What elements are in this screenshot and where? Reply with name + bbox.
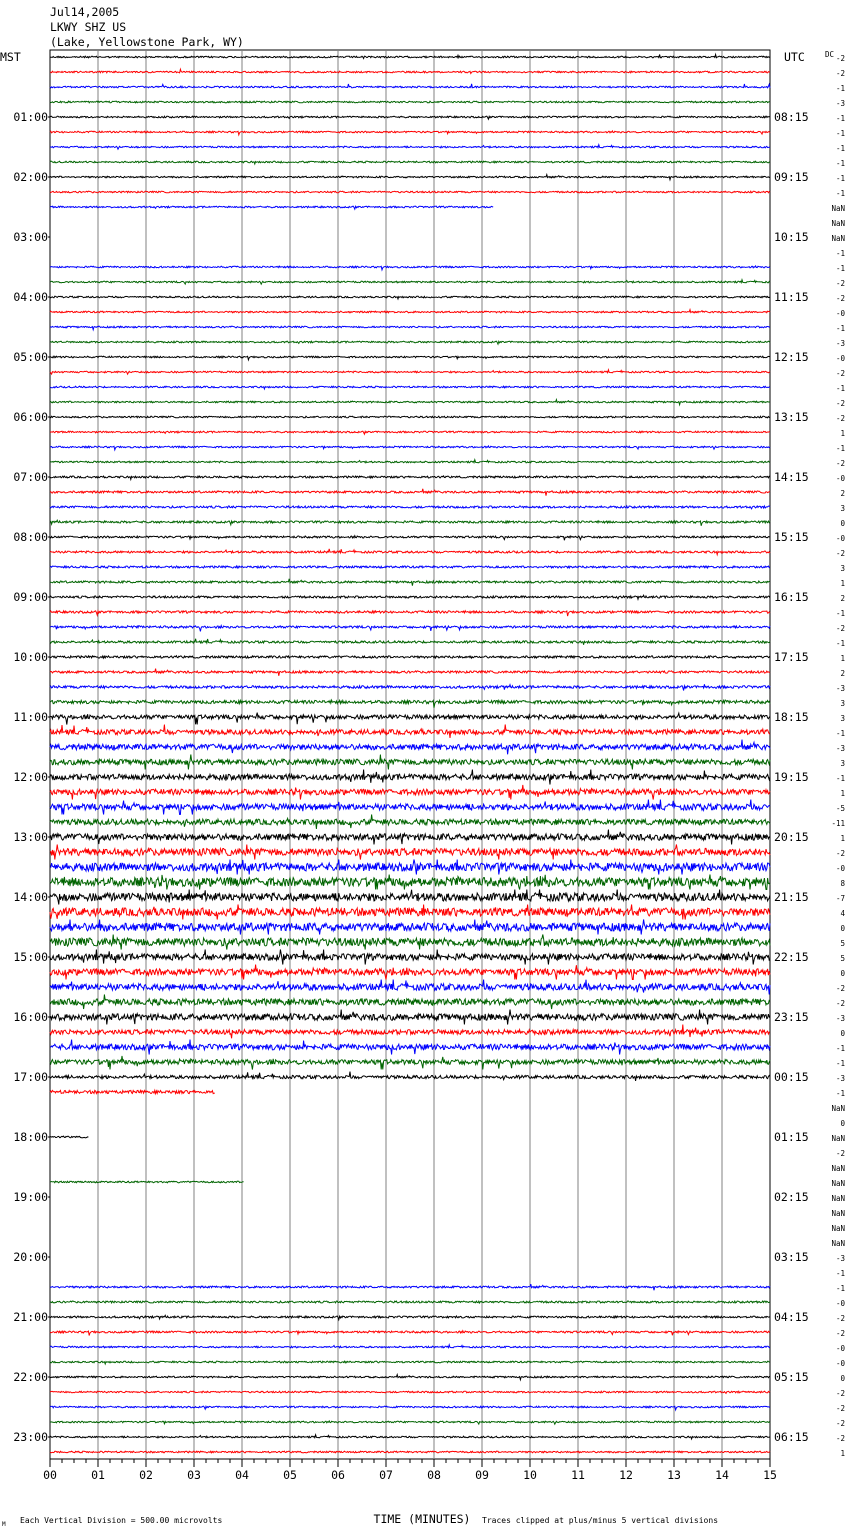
trace-row: [50, 446, 770, 450]
mst-hour-label: 12:00: [13, 770, 48, 784]
trace-row: [50, 1391, 770, 1393]
trace-row: [50, 1331, 770, 1336]
utc-hour-label: 04:15: [774, 1310, 809, 1324]
mst-hour-label: 10:00: [13, 650, 48, 664]
dc-offset-label: 3: [840, 504, 845, 513]
dc-offset-label: 3: [840, 564, 845, 573]
mst-hour-label: 22:00: [13, 1370, 48, 1384]
dc-offset-label: NaN: [831, 1239, 845, 1248]
trace-row: [50, 1301, 770, 1303]
dc-offset-label: -2: [835, 999, 845, 1008]
mst-hour-label: 11:00: [13, 710, 48, 724]
trace-row: [50, 520, 770, 526]
dc-offset-label: -2: [835, 279, 845, 288]
mst-hour-label: 23:00: [13, 1430, 48, 1444]
dc-offset-label: 0: [840, 519, 845, 528]
trace-row: [50, 950, 770, 965]
dc-offset-label: -2: [835, 459, 845, 468]
dc-offset-label: -2: [835, 849, 845, 858]
trace-row: [50, 684, 770, 690]
dc-offset-label: NaN: [831, 1104, 845, 1113]
trace-row: [50, 656, 770, 658]
dc-offset-label: -2: [835, 54, 845, 63]
mst-hour-label: 06:00: [13, 410, 48, 424]
utc-hour-label: 13:15: [774, 410, 809, 424]
x-tick-label: 08: [427, 1468, 441, 1482]
trace-row: [50, 755, 770, 770]
dc-offset-label: -2: [835, 1404, 845, 1413]
x-tick-label: 03: [187, 1468, 201, 1482]
mst-hour-label: 08:00: [13, 530, 48, 544]
scale-mark: M: [2, 1521, 6, 1528]
trace-row: [50, 370, 770, 374]
dc-offset-label: -2: [835, 1314, 845, 1323]
dc-offset-label: -1: [835, 144, 845, 153]
dc-offset-label: -1: [835, 639, 845, 648]
dc-offset-label: -0: [835, 474, 845, 483]
x-axis-title: TIME (MINUTES): [373, 1512, 471, 1526]
dc-offset-label: -2: [835, 1149, 845, 1158]
trace-row: [50, 860, 770, 875]
trace-row: [50, 549, 770, 555]
dc-offset-label: 8: [840, 879, 845, 888]
dc-offset-label: 0: [840, 1119, 845, 1128]
trace-row: [50, 131, 770, 135]
trace-row: [50, 626, 770, 632]
utc-hour-label: 15:15: [774, 530, 809, 544]
dc-offset-label: -3: [835, 99, 845, 108]
trace-row: [50, 55, 770, 59]
utc-hour-label: 21:15: [774, 890, 809, 904]
dc-offset-label: 3: [840, 759, 845, 768]
dc-offset-label: -3: [835, 1254, 845, 1263]
dc-offset-label: NaN: [831, 1224, 845, 1233]
trace-row: [50, 1315, 770, 1319]
utc-hour-label: 09:15: [774, 170, 809, 184]
x-tick-label: 12: [619, 1468, 633, 1482]
x-tick-label: 00: [43, 1468, 57, 1482]
dc-offset-label: 2: [840, 594, 845, 603]
trace-row: [50, 1435, 770, 1439]
dc-offset-label: 0: [840, 969, 845, 978]
x-tick-label: 10: [523, 1468, 537, 1482]
utc-hour-label: 03:15: [774, 1250, 809, 1264]
trace-row: [50, 460, 770, 463]
dc-offset-label: -1: [835, 1284, 845, 1293]
mst-hour-label: 16:00: [13, 1010, 48, 1024]
mst-hour-label: 21:00: [13, 1310, 48, 1324]
trace-row: [50, 700, 770, 708]
x-tick-label: 07: [379, 1468, 393, 1482]
x-tick-label: 01: [91, 1468, 105, 1482]
trace-row: [50, 1040, 770, 1055]
dc-offset-label: 3: [840, 699, 845, 708]
trace-row: [50, 476, 770, 480]
dc-offset-label: 3: [840, 714, 845, 723]
dc-offset-label: -0: [835, 864, 845, 873]
trace-row: [50, 890, 770, 905]
dc-offset-label: -2: [835, 1329, 845, 1338]
dc-offset-label: 5: [840, 939, 845, 948]
trace-row: [50, 1345, 770, 1348]
trace-row: [50, 905, 770, 920]
utc-hour-label: 08:15: [774, 110, 809, 124]
dc-offset-label: NaN: [831, 1164, 845, 1173]
trace-row: [50, 935, 770, 950]
mst-hour-label: 14:00: [13, 890, 48, 904]
trace-row: [50, 1181, 244, 1183]
trace-row: [50, 995, 770, 1010]
x-tick-label: 13: [667, 1468, 681, 1482]
plot-frame: [50, 50, 770, 1459]
dc-offset-label: -0: [835, 534, 845, 543]
mst-hour-label: 07:00: [13, 470, 48, 484]
dc-offset-label: 1: [840, 654, 845, 663]
dc-offset-label: 0: [840, 924, 845, 933]
trace-row: [50, 116, 770, 119]
mst-hour-label: 03:00: [13, 230, 48, 244]
dc-offset-label: NaN: [831, 219, 845, 228]
dc-offset-label: -1: [835, 174, 845, 183]
utc-hour-label: 22:15: [774, 950, 809, 964]
trace-row: [50, 611, 770, 616]
dc-offset-label: -1: [835, 444, 845, 453]
trace-row: [50, 800, 770, 815]
dc-offset-label: -1: [835, 1059, 845, 1068]
x-tick-label: 14: [715, 1468, 729, 1482]
dc-offset-label: NaN: [831, 1194, 845, 1203]
trace-row: [50, 1451, 770, 1453]
dc-offset-label: 1: [840, 429, 845, 438]
dc-offset-label: -2: [835, 1389, 845, 1398]
header-station: LKWY SHZ US: [50, 20, 127, 34]
trace-row: [50, 356, 770, 360]
header-location: (Lake, Yellowstone Park, WY): [50, 35, 244, 49]
utc-hour-label: 23:15: [774, 1010, 809, 1024]
mst-hour-label: 01:00: [13, 110, 48, 124]
trace-row: [50, 639, 770, 645]
trace-row: [50, 191, 770, 193]
dc-label: DC: [825, 50, 835, 59]
trace-row: [50, 489, 770, 496]
trace-row: [50, 830, 770, 845]
utc-hour-label: 14:15: [774, 470, 809, 484]
utc-hour-label: 18:15: [774, 710, 809, 724]
dc-offset-label: -3: [835, 744, 845, 753]
trace-row: [50, 785, 770, 800]
utc-hour-label: 02:15: [774, 1190, 809, 1204]
trace-row: [50, 595, 770, 599]
dc-offset-label: -2: [835, 624, 845, 633]
trace-row: [50, 326, 770, 330]
mst-hour-label: 13:00: [13, 830, 48, 844]
trace-row: [50, 416, 770, 418]
x-tick-label: 02: [139, 1468, 153, 1482]
utc-hour-label: 17:15: [774, 650, 809, 664]
dc-offset-label: -2: [835, 399, 845, 408]
utc-hour-label: 05:15: [774, 1370, 809, 1384]
right-timezone: UTC: [784, 50, 805, 64]
trace-row: [50, 920, 770, 935]
dc-offset-label: -3: [835, 1014, 845, 1023]
dc-offset-label: 0: [840, 1029, 845, 1038]
trace-row: [50, 1090, 215, 1093]
clip-note: Traces clipped at plus/minus 5 vertical divisions: [482, 1516, 719, 1525]
dc-offset-label: -0: [835, 309, 845, 318]
dc-offset-label: -2: [835, 69, 845, 78]
x-tick-label: 04: [235, 1468, 249, 1482]
trace-row: [50, 579, 770, 586]
trace-row: [50, 1375, 770, 1380]
trace-row: [50, 161, 770, 164]
dc-offset-label: NaN: [831, 204, 845, 213]
utc-hour-label: 00:15: [774, 1070, 809, 1084]
dc-offset-label: -2: [835, 549, 845, 558]
utc-hour-label: 10:15: [774, 230, 809, 244]
dc-offset-label: -1: [835, 1089, 845, 1098]
dc-offset-label: -1: [835, 609, 845, 618]
dc-offset-label: -1: [835, 1044, 845, 1053]
dc-offset-label: -1: [835, 774, 845, 783]
trace-row: [50, 1025, 770, 1039]
header-date: Jul14,2005: [50, 5, 120, 19]
trace-row: [50, 296, 770, 299]
trace-row: [50, 400, 770, 405]
x-tick-label: 15: [763, 1468, 777, 1482]
utc-hour-label: 20:15: [774, 830, 809, 844]
utc-hour-label: 11:15: [774, 290, 809, 304]
dc-offset-label: -11: [831, 819, 845, 828]
dc-offset-label: NaN: [831, 1134, 845, 1143]
trace-row: [50, 206, 493, 209]
dc-offset-label: NaN: [831, 1209, 845, 1218]
dc-offset-label: -2: [835, 1419, 845, 1428]
trace-row: [50, 506, 770, 509]
dc-offset-label: -3: [835, 684, 845, 693]
dc-offset-label: 5: [840, 954, 845, 963]
left-timezone: MST: [0, 50, 21, 64]
trace-row: [50, 536, 770, 541]
trace-row: [50, 69, 770, 73]
trace-row: [50, 566, 770, 568]
utc-hour-label: 01:15: [774, 1130, 809, 1144]
division-note: Each Vertical Division = 500.00 microvolts: [20, 1516, 223, 1525]
dc-offset-label: -1: [835, 384, 845, 393]
utc-hour-label: 19:15: [774, 770, 809, 784]
trace-row: [50, 280, 770, 284]
dc-offset-label: -1: [835, 324, 845, 333]
dc-offset-label: 1: [840, 1449, 845, 1458]
trace-row: [50, 1406, 770, 1410]
dc-offset-label: -0: [835, 1359, 845, 1368]
trace-row: [50, 101, 770, 103]
trace-row: [50, 175, 770, 180]
mst-hour-label: 05:00: [13, 350, 48, 364]
trace-row: [50, 770, 770, 785]
dc-offset-label: -5: [835, 804, 845, 813]
trace-row: [50, 310, 770, 313]
dc-offset-label: 1: [840, 789, 845, 798]
dc-offset-label: -1: [835, 249, 845, 258]
dc-offset-label: NaN: [831, 234, 845, 243]
trace-row: [50, 431, 770, 434]
trace-row: [50, 1421, 770, 1424]
dc-offset-label: -1: [835, 189, 845, 198]
utc-hour-label: 16:15: [774, 590, 809, 604]
utc-hour-label: 12:15: [774, 350, 809, 364]
x-tick-label: 06: [331, 1468, 345, 1482]
trace-row: [50, 266, 770, 270]
utc-hour-label: 06:15: [774, 1430, 809, 1444]
dc-offset-label: -1: [835, 159, 845, 168]
trace-row: [50, 341, 770, 344]
mst-hour-label: 19:00: [13, 1190, 48, 1204]
dc-offset-label: NaN: [831, 1179, 845, 1188]
trace-row: [50, 1072, 770, 1081]
dc-offset-label: -2: [835, 294, 845, 303]
trace-row: [50, 740, 770, 755]
trace-row: [50, 965, 770, 980]
trace-row: [50, 1136, 88, 1138]
trace-row: [50, 815, 770, 829]
dc-offset-label: 4: [840, 909, 845, 918]
trace-row: [50, 386, 770, 389]
x-tick-label: 11: [571, 1468, 585, 1482]
mst-hour-label: 02:00: [13, 170, 48, 184]
dc-offset-label: 2: [840, 489, 845, 498]
trace-row: [50, 713, 770, 725]
dc-offset-label: -2: [835, 369, 845, 378]
dc-offset-label: -1: [835, 729, 845, 738]
trace-row: [50, 1010, 770, 1025]
dc-offset-label: -1: [835, 84, 845, 93]
mst-hour-label: 15:00: [13, 950, 48, 964]
dc-offset-label: -0: [835, 1344, 845, 1353]
dc-offset-label: -1: [835, 114, 845, 123]
trace-row: [50, 145, 770, 149]
dc-offset-label: -7: [835, 894, 845, 903]
mst-hour-label: 20:00: [13, 1250, 48, 1264]
trace-row: [50, 1056, 770, 1070]
dc-offset-label: -0: [835, 354, 845, 363]
trace-row: [50, 845, 770, 860]
trace-row: [50, 669, 770, 676]
dc-offset-label: -1: [835, 1269, 845, 1278]
trace-row: [50, 1361, 770, 1364]
mst-hour-label: 04:00: [13, 290, 48, 304]
dc-offset-label: 1: [840, 579, 845, 588]
dc-offset-label: -1: [835, 129, 845, 138]
trace-row: [50, 980, 770, 995]
dc-offset-label: -2: [835, 984, 845, 993]
trace-row: [50, 1284, 770, 1290]
trace-row: [50, 875, 770, 890]
dc-offset-label: -2: [835, 1434, 845, 1443]
dc-offset-label: -2: [835, 414, 845, 423]
dc-offset-label: -0: [835, 1299, 845, 1308]
mst-hour-label: 09:00: [13, 590, 48, 604]
mst-hour-label: 18:00: [13, 1130, 48, 1144]
dc-offset-label: -3: [835, 339, 845, 348]
trace-row: [50, 84, 770, 88]
dc-offset-label: 1: [840, 834, 845, 843]
dc-offset-label: -1: [835, 264, 845, 273]
mst-hour-label: 17:00: [13, 1070, 48, 1084]
x-tick-label: 09: [475, 1468, 489, 1482]
dc-offset-label: -3: [835, 1074, 845, 1083]
dc-offset-label: 0: [840, 1374, 845, 1383]
x-tick-label: 05: [283, 1468, 297, 1482]
trace-row: [50, 725, 770, 738]
dc-offset-label: 2: [840, 669, 845, 678]
